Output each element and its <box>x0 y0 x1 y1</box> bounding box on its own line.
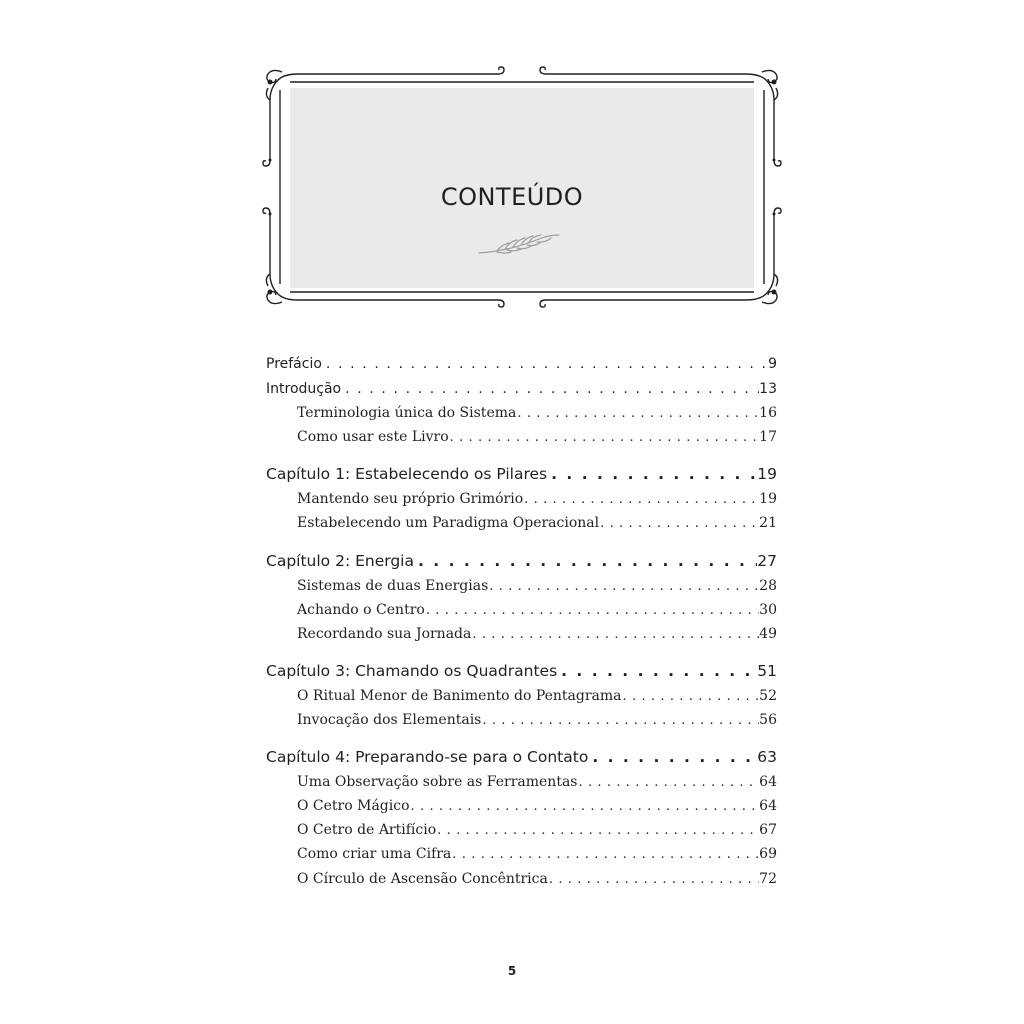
toc-entry-page: 21 <box>759 515 777 531</box>
dot-leader <box>449 428 760 448</box>
dot-leader <box>548 870 759 890</box>
toc-entry-title: Como criar uma Cifra <box>297 846 452 862</box>
toc-heading: CONTEÚDO <box>440 183 584 211</box>
dot-leader <box>577 773 759 793</box>
toc-entry-page: 19 <box>757 465 777 483</box>
toc-entry-page: 16 <box>759 405 777 421</box>
dot-leader <box>488 577 759 597</box>
toc-entry-title: Achando o Centro <box>297 602 425 618</box>
toc-entry-page: 52 <box>759 688 777 704</box>
toc-entry <box>266 354 777 374</box>
toc-entry <box>297 403 777 423</box>
dot-leader <box>523 490 759 510</box>
toc-entry-title: Capítulo 3: Chamando os Quadrantes <box>266 662 558 680</box>
toc-entry-title: Introdução <box>266 381 342 397</box>
dot-leader <box>557 660 757 682</box>
toc-chapter-entry <box>266 463 777 485</box>
dot-leader <box>471 625 759 645</box>
toc-entry-page: 19 <box>759 491 777 507</box>
dot-leader <box>481 711 759 731</box>
toc-entry-page: 27 <box>757 552 777 570</box>
toc-entry <box>297 710 777 730</box>
toc-entry-title: Mantendo seu próprio Grimório <box>297 491 524 507</box>
toc-entry-title: Invocação dos Elementais <box>297 712 482 728</box>
toc-entry-page: 49 <box>759 626 777 642</box>
toc-entry-title: Recordando sua Jornada <box>297 626 472 642</box>
dot-leader <box>516 404 759 424</box>
dot-leader <box>410 797 760 817</box>
toc-entry <box>297 489 777 509</box>
toc-entry <box>297 796 777 816</box>
dot-leader <box>414 550 757 572</box>
toc-entry-title: Estabelecendo um Paradigma Operacional <box>297 515 600 531</box>
toc-entry-title: Capítulo 1: Estabelecendo os Pilares <box>266 465 548 483</box>
toc-entry-page: 28 <box>759 578 777 594</box>
toc-entry-page: 30 <box>759 602 777 618</box>
dot-leader <box>341 379 759 399</box>
toc-entry <box>297 624 777 644</box>
toc-entry-title: Capítulo 2: Energia <box>266 552 414 570</box>
toc-entry <box>297 427 777 447</box>
toc-entry-page: 63 <box>757 748 777 766</box>
dot-leader <box>588 746 757 768</box>
toc-entry <box>297 600 777 620</box>
toc-chapter-entry <box>266 746 777 768</box>
toc-entry <box>297 820 777 840</box>
dot-leader <box>599 514 759 534</box>
toc-entry-title: Terminologia única do Sistema <box>297 405 517 421</box>
toc-entry-title: O Cetro de Artifício <box>297 822 437 838</box>
toc-entry-title: O Círculo de Ascensão Concêntrica <box>297 871 548 887</box>
toc-entry-page: 64 <box>759 798 777 814</box>
toc-entry-page: 72 <box>759 871 777 887</box>
toc-entry-title: Como usar este Livro <box>297 429 449 445</box>
toc-chapter-entry <box>266 660 777 682</box>
dot-leader <box>451 845 759 865</box>
dot-leader <box>436 821 759 841</box>
dot-leader <box>622 687 760 707</box>
toc-entry <box>297 513 777 533</box>
toc-entry-page: 13 <box>759 381 777 397</box>
dot-leader <box>425 601 759 621</box>
toc-entry <box>297 576 777 596</box>
toc-entry-page: 9 <box>768 356 777 372</box>
toc-entry <box>297 686 777 706</box>
toc-entry <box>297 844 777 864</box>
toc-entry-title: Sistemas de duas Energias <box>297 578 489 594</box>
toc-entry-page: 67 <box>759 822 777 838</box>
toc-entry-title: O Cetro Mágico <box>297 798 410 814</box>
toc-entry-page: 64 <box>759 774 777 790</box>
dot-leader <box>547 463 757 485</box>
toc-entry <box>297 869 777 889</box>
toc-entry-page: 17 <box>759 429 777 445</box>
toc-entry-title: Uma Observação sobre as Ferramentas <box>297 774 578 790</box>
toc-entry-title: Prefácio <box>266 356 322 372</box>
toc-entry <box>297 772 777 792</box>
dot-leader <box>322 354 768 374</box>
toc-entry-page: 69 <box>759 846 777 862</box>
toc-entry <box>266 379 777 399</box>
toc-entry-title: Capítulo 4: Preparando-se para o Contato <box>266 748 589 766</box>
toc-entry-title: O Ritual Menor de Banimento do Pentagrama <box>297 688 622 704</box>
toc-entry-page: 56 <box>759 712 777 728</box>
toc-chapter-entry <box>266 550 777 572</box>
toc-entry-page: 51 <box>757 662 777 680</box>
page-number: 5 <box>507 964 517 978</box>
